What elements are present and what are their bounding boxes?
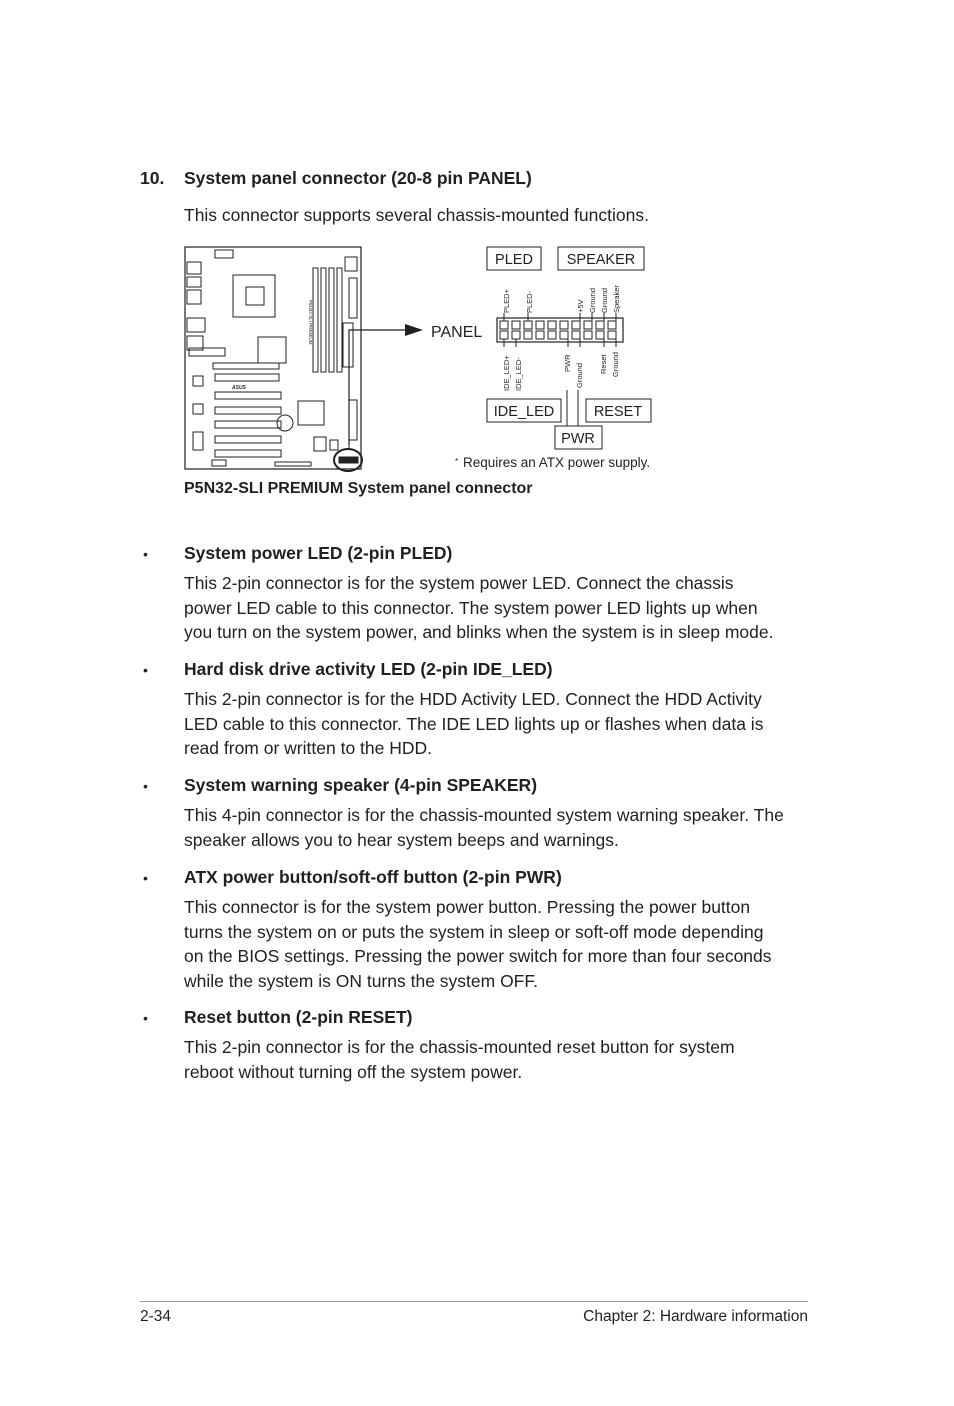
- panel-label: PANEL: [431, 324, 483, 341]
- pwr-group-label: PWR: [561, 431, 595, 447]
- section-intro: This connector supports several chassis-mounted functions.: [184, 205, 649, 225]
- pin-label-reset: Reset: [599, 354, 608, 374]
- bottom-leader-lines: [567, 390, 578, 426]
- bullet-marker: •: [143, 1010, 148, 1026]
- pled-group-label: PLED: [495, 252, 533, 268]
- pin-label-5v: +5V: [576, 299, 585, 313]
- bullet-heading-reset: Reset button (2-pin RESET): [184, 1007, 413, 1027]
- pin-label-ground-d: Ground: [611, 351, 620, 377]
- bullet-marker: •: [143, 546, 148, 562]
- panel-connector-figure: [0, 0, 954, 520]
- bullet-marker: •: [143, 662, 148, 678]
- bullet-body-pwr: This connector is for the system power button. Pressing the power button turns the system on or puts the system in sleep or soft-off mode depending on the BIOS settings. Pressing the power switch for more than four seconds while the system is ON turns the system OFF.: [184, 897, 772, 991]
- pin-label-ground-b: Ground: [600, 287, 609, 313]
- pin-label-pled-plus: PLED+: [502, 289, 511, 313]
- pin-label-ide-led-minus: IDE_LED-: [514, 357, 523, 391]
- page-number: 2-34: [140, 1308, 172, 1325]
- bullet-heading-pwr: ATX power button/soft-off button (2-pin PWR): [184, 867, 562, 887]
- bullet-body-ide-led: This 2-pin connector is for the HDD Activity LED. Connect the HDD Activity LED cable to this connector. The IDE LED lights up or flashes when data is read from or written to the HDD.: [184, 689, 764, 758]
- note-star: *: [455, 457, 459, 466]
- pin-label-pled-minus: PLED-: [525, 290, 534, 313]
- section-title: System panel connector (20-8 pin PANEL): [184, 168, 532, 188]
- reset-group-label: RESET: [593, 404, 643, 420]
- bullet-body-speaker: This 4-pin connector is for the chassis-mounted system warning speaker. The speaker allows you to hear system beeps and warnings.: [184, 805, 784, 850]
- bullet-marker: •: [143, 778, 148, 794]
- section-number: 10.: [140, 168, 165, 188]
- bullet-heading-pled: System power LED (2-pin PLED): [184, 543, 453, 563]
- speaker-group-label: SPEAKER: [566, 252, 636, 268]
- pin-label-speaker: Speaker: [612, 285, 621, 313]
- bullet-body-reset: This 2-pin connector is for the chassis-mounted reset button for system reboot without turning off the system power.: [184, 1037, 735, 1082]
- pin-label-ide-led-plus: IDE_LED+: [502, 355, 511, 391]
- pin-label-ground-c: Ground: [575, 362, 584, 388]
- bullet-body-pled: This 2-pin connector is for the system power LED. Connect the chassis power LED cable to this connector. The system power LED lights up when you turn on the system power, and blinks when the system is in sleep mode.: [184, 573, 774, 642]
- power-supply-note: Requires an ATX power supply.: [463, 455, 651, 470]
- bullet-marker: •: [143, 870, 148, 886]
- motherboard-diagram: [185, 247, 362, 471]
- bullet-heading-speaker: System warning speaker (4-pin SPEAKER): [184, 775, 538, 795]
- board-brand: ASUS: [232, 385, 246, 391]
- bullet-heading-ide-led: Hard disk drive activity LED (2-pin IDE_LED): [184, 659, 553, 679]
- footer-divider: [140, 1301, 808, 1302]
- board-model-label: P5N32-SLI PREMIUM: [308, 300, 313, 345]
- figure-caption: P5N32-SLI PREMIUM System panel connector: [184, 480, 533, 497]
- chapter-title: Chapter 2: Hardware information: [583, 1308, 808, 1325]
- panel-connector-pins: [497, 313, 623, 347]
- panel-callout: [349, 324, 423, 450]
- ide-led-group-label: IDE_LED: [493, 404, 555, 420]
- pin-label-ground-a: Ground: [588, 287, 597, 313]
- pin-label-pwr: PWR: [563, 354, 572, 372]
